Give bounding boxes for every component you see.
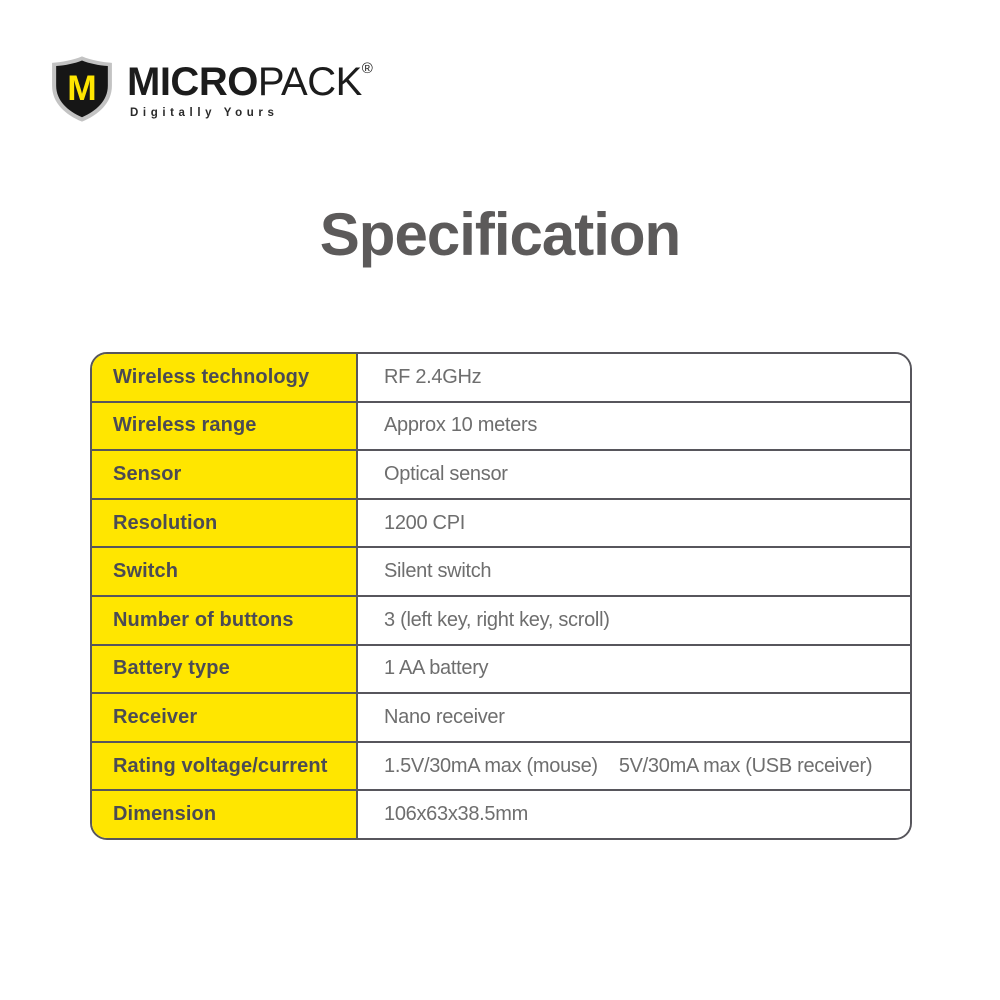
row-value: Approx 10 meters bbox=[358, 403, 910, 450]
table-row bbox=[92, 694, 910, 743]
brand-text-block bbox=[127, 55, 373, 119]
row-label: Receiver bbox=[92, 694, 358, 741]
table-row bbox=[92, 743, 910, 792]
row-value: Optical sensor bbox=[358, 451, 910, 498]
row-value: 1200 CPI bbox=[358, 500, 910, 547]
table-row bbox=[92, 548, 910, 597]
row-label: Rating voltage/current bbox=[92, 743, 358, 790]
shield-monogram: M bbox=[67, 68, 97, 108]
row-value: 3 (left key, right key, scroll) bbox=[358, 597, 910, 644]
row-label: Dimension bbox=[92, 791, 358, 838]
brand-logo bbox=[48, 55, 373, 123]
page-title: Specification bbox=[319, 201, 681, 268]
row-value: 106x63x38.5mm bbox=[358, 791, 910, 838]
table-row bbox=[92, 403, 910, 452]
row-label: Sensor bbox=[92, 451, 358, 498]
row-value: 1.5V/30mA max (mouse) 5V/30mA max (USB receiver) bbox=[358, 743, 910, 790]
row-label: Resolution bbox=[92, 500, 358, 547]
brand-name-light: PACK bbox=[257, 60, 362, 104]
row-label: Switch bbox=[92, 548, 358, 595]
micropack-shield-icon bbox=[48, 55, 116, 123]
row-label: Wireless technology bbox=[92, 354, 358, 401]
row-value: Nano receiver bbox=[358, 694, 910, 741]
table-row bbox=[92, 646, 910, 695]
brand-tagline: Digitally Yours bbox=[130, 107, 279, 119]
row-value: RF 2.4GHz bbox=[358, 354, 910, 401]
specification-table bbox=[90, 352, 912, 840]
table-row bbox=[92, 597, 910, 646]
registered-trademark-icon: ® bbox=[361, 60, 373, 77]
table-row bbox=[92, 500, 910, 549]
brand-name-bold: MICRO bbox=[127, 60, 258, 104]
table-row bbox=[92, 354, 910, 403]
table-row bbox=[92, 791, 910, 838]
row-value: Silent switch bbox=[358, 548, 910, 595]
row-label: Battery type bbox=[92, 646, 358, 693]
row-label: Number of buttons bbox=[92, 597, 358, 644]
row-value: 1 AA battery bbox=[358, 646, 910, 693]
brand-name bbox=[127, 61, 373, 102]
row-label: Wireless range bbox=[92, 403, 358, 450]
table-row bbox=[92, 451, 910, 500]
